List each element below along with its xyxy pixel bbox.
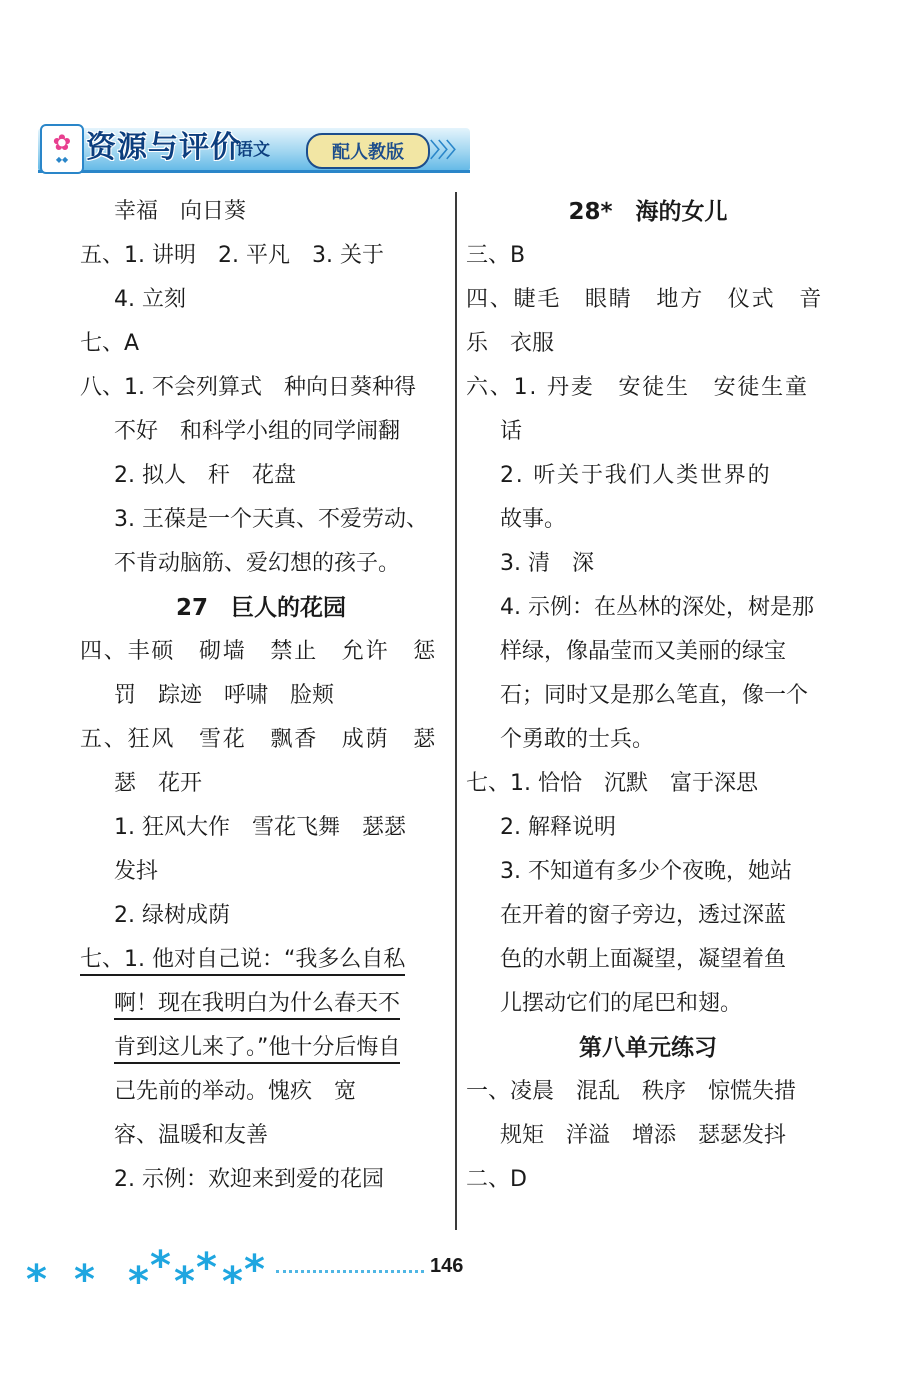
answer-line: 七、1. 恰恰 沉默 富于深思 bbox=[466, 771, 758, 796]
answer-line: 儿摆动它们的尾巴和翅。 bbox=[500, 991, 743, 1016]
answer-line: 4. 示例：在丛林的深处，树是那 bbox=[500, 595, 814, 620]
logo-mark: ◆◆ bbox=[55, 155, 69, 164]
answer-line: 2. 绿树成荫 bbox=[114, 903, 230, 928]
answer-column-right bbox=[466, 190, 830, 1202]
star-icon: * bbox=[222, 1259, 243, 1305]
answer-line: 2. 听关于我们人类世界的 bbox=[500, 463, 772, 488]
book-title: 资源与评价 bbox=[86, 130, 241, 165]
answer-line: 二、D bbox=[466, 1167, 527, 1192]
footer-stars bbox=[26, 1243, 276, 1305]
answer-line: 在开着的窗子旁边，透过深蓝 bbox=[500, 903, 787, 928]
answer-line: 幸福 向日葵 bbox=[114, 199, 247, 224]
answer-line: 四、丰硕 砌墙 禁止 允许 惩 bbox=[80, 639, 438, 664]
answer-line: 3. 王葆是一个天真、不爱劳动、 bbox=[114, 507, 428, 532]
star-icon: * bbox=[196, 1245, 217, 1291]
answer-line: 规矩 洋溢 增添 瑟瑟发抖 bbox=[500, 1123, 787, 1148]
answer-line: 五、1. 讲明 2. 平凡 3. 关于 bbox=[80, 243, 384, 268]
star-icon: * bbox=[128, 1259, 149, 1305]
underlined-text: 啊！现在我明白为什么春天不 bbox=[114, 991, 400, 1020]
answer-line: 七、A bbox=[80, 331, 140, 356]
answer-line: 瑟 花开 bbox=[114, 771, 203, 796]
lesson-title: 28* 海的女儿 bbox=[568, 199, 728, 225]
underlined-text: 肯到这儿来了。”他十分后悔自 bbox=[114, 1035, 400, 1064]
unit-title: 第八单元练习 bbox=[579, 1035, 717, 1061]
chevron-right-icon: 〉〉〉 bbox=[430, 138, 464, 162]
answer-line bbox=[80, 938, 442, 982]
answer-line: 色的水朝上面凝望，凝望着鱼 bbox=[500, 947, 787, 972]
answer-line bbox=[80, 1026, 442, 1070]
publisher-logo bbox=[40, 124, 84, 174]
page-number: 146 bbox=[430, 1255, 464, 1277]
answer-line: 容、温暖和友善 bbox=[114, 1123, 269, 1148]
subject-label: 语文 bbox=[236, 140, 270, 160]
header-stripe bbox=[38, 170, 470, 173]
answer-line: 罚 踪迹 呼啸 脸颊 bbox=[114, 683, 335, 708]
answer-line: 石；同时又是那么笔直，像一个 bbox=[500, 683, 809, 708]
answer-line: 3. 清 深 bbox=[500, 551, 594, 576]
answer-line: 不肯动脑筋、爱幻想的孩子。 bbox=[114, 551, 401, 576]
answer-column-left bbox=[80, 190, 442, 1202]
footer-dotted-line bbox=[276, 1270, 424, 1273]
answer-line: 己先前的举动。愧疚 宽 bbox=[114, 1079, 357, 1104]
star-icon: * bbox=[74, 1257, 95, 1303]
answer-line: 话 bbox=[500, 419, 523, 444]
answer-line: 六、1. 丹麦 安徒生 安徒生童 bbox=[466, 375, 809, 400]
answer-line: 1. 狂风大作 雪花飞舞 瑟瑟 bbox=[114, 815, 406, 840]
star-icon: * bbox=[244, 1247, 265, 1293]
answer-line: 不好 和科学小组的同学闹翻 bbox=[114, 419, 401, 444]
answer-line: 2. 示例：欢迎来到爱的花园 bbox=[114, 1167, 384, 1192]
edition-label: 配人教版 bbox=[306, 133, 430, 169]
answer-line: 2. 拟人 秆 花盘 bbox=[114, 463, 296, 488]
answer-line: 样绿，像晶莹而又美丽的绿宝 bbox=[500, 639, 787, 664]
star-icon: * bbox=[26, 1257, 47, 1303]
answer-line: 乐 衣服 bbox=[466, 331, 555, 356]
column-divider bbox=[455, 192, 457, 1230]
answer-line bbox=[80, 982, 442, 1026]
answer-line: 4. 立刻 bbox=[114, 287, 186, 312]
answer-line: 三、B bbox=[466, 243, 526, 268]
answer-line: 五、狂风 雪花 飘香 成荫 瑟 bbox=[80, 727, 438, 752]
underlined-text: 七、1. 他对自己说：“我多么自私 bbox=[80, 947, 405, 976]
lesson-title: 27 巨人的花园 bbox=[175, 595, 346, 621]
answer-line: 四、睫毛 眼睛 地方 仪式 音 bbox=[466, 287, 824, 312]
answer-line: 2. 解释说明 bbox=[500, 815, 616, 840]
star-icon: * bbox=[174, 1259, 195, 1305]
star-icon: ✿ bbox=[52, 131, 72, 156]
answer-line: 个勇敢的士兵。 bbox=[500, 727, 655, 752]
answer-line: 一、凌晨 混乱 秩序 惊慌失措 bbox=[466, 1079, 797, 1104]
answer-line: 3. 不知道有多少个夜晚，她站 bbox=[500, 859, 792, 884]
answer-line: 八、1. 不会列算式 种向日葵种得 bbox=[80, 375, 416, 400]
answer-line: 故事。 bbox=[500, 507, 567, 532]
star-icon: * bbox=[150, 1243, 171, 1289]
answer-line: 发抖 bbox=[114, 859, 159, 884]
